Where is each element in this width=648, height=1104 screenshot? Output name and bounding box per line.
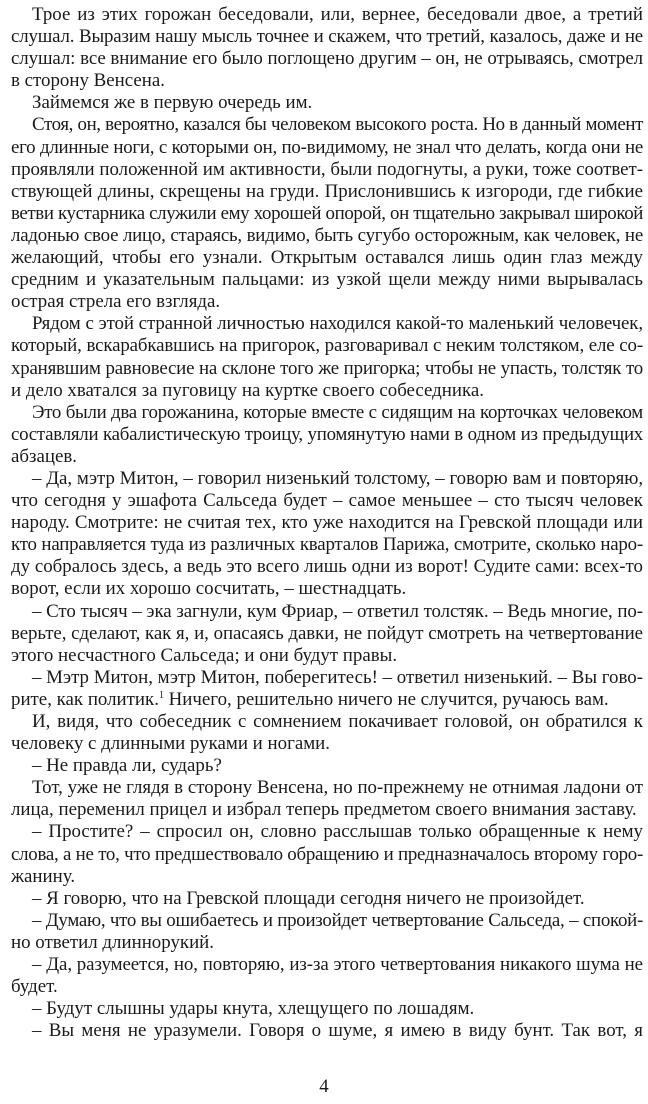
- text-segment: – Мэтр Митон, мэтр Митон, поберегитесь! – ответил низенький. – Вы гово-: [32, 666, 644, 688]
- text-segment: но ответил длиннорукий.: [11, 931, 215, 953]
- text-segment: жанину.: [11, 865, 76, 887]
- text-line: [11, 954, 643, 976]
- text-line: [11, 402, 643, 424]
- document-body: [11, 4, 643, 1042]
- text-line: [11, 1020, 643, 1042]
- text-segment: – Думаю, что вы ошибаетесь и произойдет четвертование Сальседа, – спокой-: [32, 909, 643, 931]
- text-segment: ду собралось здесь, а ведь это всего лишь одни из ворот! Судите сами: всех-то: [11, 556, 643, 578]
- text-line: [11, 733, 643, 755]
- text-segment: Трое из этих горожан беседовали, или, вернее, беседовали двое, а третий: [32, 4, 643, 25]
- text-segment: человеку с длинными руками и ногами.: [11, 733, 330, 755]
- text-line: [11, 755, 643, 777]
- text-line: [11, 910, 643, 932]
- text-segment: Это были два горожанина, которые вместе с сидящим на корточках человеком: [32, 401, 643, 423]
- text-segment: слушал. Выразим нашу мысль точнее и скажем, что третий, казалось, даже и не: [11, 26, 643, 48]
- text-line: [11, 799, 643, 821]
- text-line: [11, 225, 643, 247]
- text-segment: Тот, уже не глядя в сторону Венсена, но по-прежнему не отнимая ладони от: [32, 777, 643, 799]
- text-line: [11, 534, 643, 556]
- text-segment: желающий, чтобы его узнали. Открытым оставался лишь один глаз между: [11, 247, 643, 269]
- text-line: [11, 932, 643, 954]
- text-segment: – Вы меня не уразумели. Говоря о шуме, я имею в виду бунт. Так вот, я: [32, 1020, 643, 1042]
- text-segment: кто направляется туда из различных кварталов Парижа, смотрите, сколько наро-: [11, 534, 643, 556]
- text-line: [11, 645, 643, 667]
- text-segment: – Не правда ли, сударь?: [32, 755, 222, 777]
- text-segment: который, вскарабкавшись на пригорок, разговаривал с неким толстяком, еле со-: [11, 335, 643, 357]
- text-line: [11, 358, 643, 380]
- text-segment: этого несчастного Сальседа; и они будут правы.: [11, 644, 398, 666]
- text-segment: – Будут слышны удары кнута, хлещущего по лошадям.: [32, 998, 475, 1020]
- text-segment: ветви кустарника служили ему хорошей опорой, он тщательно закрывал широкой: [11, 202, 643, 224]
- text-line: [11, 578, 643, 600]
- text-line: [11, 998, 643, 1020]
- text-line: [11, 844, 643, 866]
- text-line: [11, 291, 643, 313]
- text-segment: лица, переменил прицел и избрал теперь предметом своего внимания заставу.: [11, 799, 637, 821]
- text-line: [11, 667, 643, 689]
- text-segment: Стоя, он, вероятно, казался бы человеком высокого роста. Но в данный момент: [32, 114, 643, 136]
- text-line: [11, 181, 643, 203]
- text-line: [11, 866, 643, 888]
- text-segment: – Простите? – спросил он, словно расслышав только обращенные к нему: [32, 821, 643, 843]
- text-line: [11, 26, 643, 48]
- text-segment: и дело хватался за пуговицу на куртке своего собеседника.: [11, 379, 484, 401]
- text-line: [11, 888, 643, 910]
- text-line: [11, 468, 643, 490]
- text-segment: верьте, сделают, как я, и, опасаясь давки, не пойдут смотреть на четвертование: [11, 622, 643, 644]
- text-segment: абзацев.: [11, 445, 77, 467]
- text-segment: слушал: все внимание его было поглощено другим – он, не отрываясь, смотрел: [11, 48, 643, 70]
- text-segment: – Сто тысяч – эка загнули, кум Фриар, – ответил толстяк. – Ведь многие, по-: [32, 600, 643, 622]
- text-segment: И, видя, что собеседник с сомнением покачивает головой, он обратился к: [32, 711, 643, 732]
- text-line: [11, 247, 643, 269]
- footnote-marker: 1: [158, 689, 164, 701]
- text-segment: – Да, мэтр Митон, – говорил низенький толстому, – говорю вам и повторяю,: [32, 467, 643, 489]
- text-segment: – Я говорю, что на Гревской площади сегодня ничего не произойдет.: [32, 887, 585, 909]
- text-segment: рите, как политик.: [11, 688, 159, 710]
- text-line: [11, 92, 643, 114]
- text-segment: Займемся же в первую очередь им.: [32, 92, 313, 114]
- text-segment: хранявшим равновесие на склоне того же пригорка; чтобы не упасть, толстяк то: [11, 357, 643, 379]
- text-line: [11, 313, 643, 335]
- text-segment: острая стрела его взгляда.: [11, 291, 221, 313]
- text-line: [11, 335, 643, 357]
- text-segment: ствующей длины, скрещены на груди. Прислонившись к изгороди, где гибкие: [11, 180, 643, 202]
- text-segment: проявляли положенной им активности, были подогнуты, а руки, тоже соответ-: [11, 158, 644, 180]
- text-line: [11, 380, 643, 402]
- text-segment: – Да, разумеется, но, повторяю, из-за этого четвертования никакого шума не: [32, 954, 643, 976]
- text-line: [11, 601, 643, 623]
- text-segment: его длинные ноги, с которыми он, по-видимому, не знал что делать, когда они не: [11, 136, 643, 158]
- text-line: [11, 4, 643, 26]
- text-line: [11, 976, 643, 998]
- text-segment: Ничего, решительно ничего не случится, ручаюсь вам.: [163, 688, 609, 710]
- text-segment: в сторону Венсена.: [11, 70, 165, 92]
- text-line: [11, 623, 643, 645]
- text-line: [11, 137, 643, 159]
- text-segment: Рядом с этой странной личностью находился какой-то маленький человечек,: [32, 313, 643, 335]
- text-segment: народу. Смотрите: не считая тех, кто уже находится на Гревской площади или: [11, 512, 643, 534]
- text-segment: средним и указательным пальцами: из узкой щели между ними вырывалась: [11, 269, 643, 291]
- text-segment: составляли кабалистическую троицу, упомянутую нами в одном из предыдущих: [11, 423, 643, 445]
- text-line: [11, 269, 643, 291]
- text-line: [11, 114, 643, 136]
- text-line: [11, 70, 643, 92]
- text-line: [11, 424, 643, 446]
- text-line: [11, 159, 643, 181]
- page-number: 4: [319, 1076, 329, 1097]
- text-line: [11, 446, 643, 468]
- text-segment: будет.: [11, 976, 58, 998]
- text-line: [11, 821, 643, 843]
- text-line: [11, 203, 643, 225]
- text-line: [11, 777, 643, 799]
- text-line: [11, 711, 643, 733]
- text-segment: что сегодня у эшафота Сальседа будет – самое меньшее – сто тысяч человек: [11, 490, 643, 512]
- text-line: [11, 490, 643, 512]
- text-line: [11, 689, 643, 711]
- text-line: [11, 48, 643, 70]
- text-line: [11, 512, 643, 534]
- text-line: [11, 556, 643, 578]
- text-segment: ворот, если их хорошо сосчитать, – шестнадцать.: [11, 578, 407, 600]
- text-segment: слова, а не то, что предшествовало обращению и предназначалось второму горо-: [11, 843, 643, 865]
- text-segment: ладонью свое лицо, стараясь, видимо, быть сугубо осторожным, как человек, не: [11, 224, 643, 246]
